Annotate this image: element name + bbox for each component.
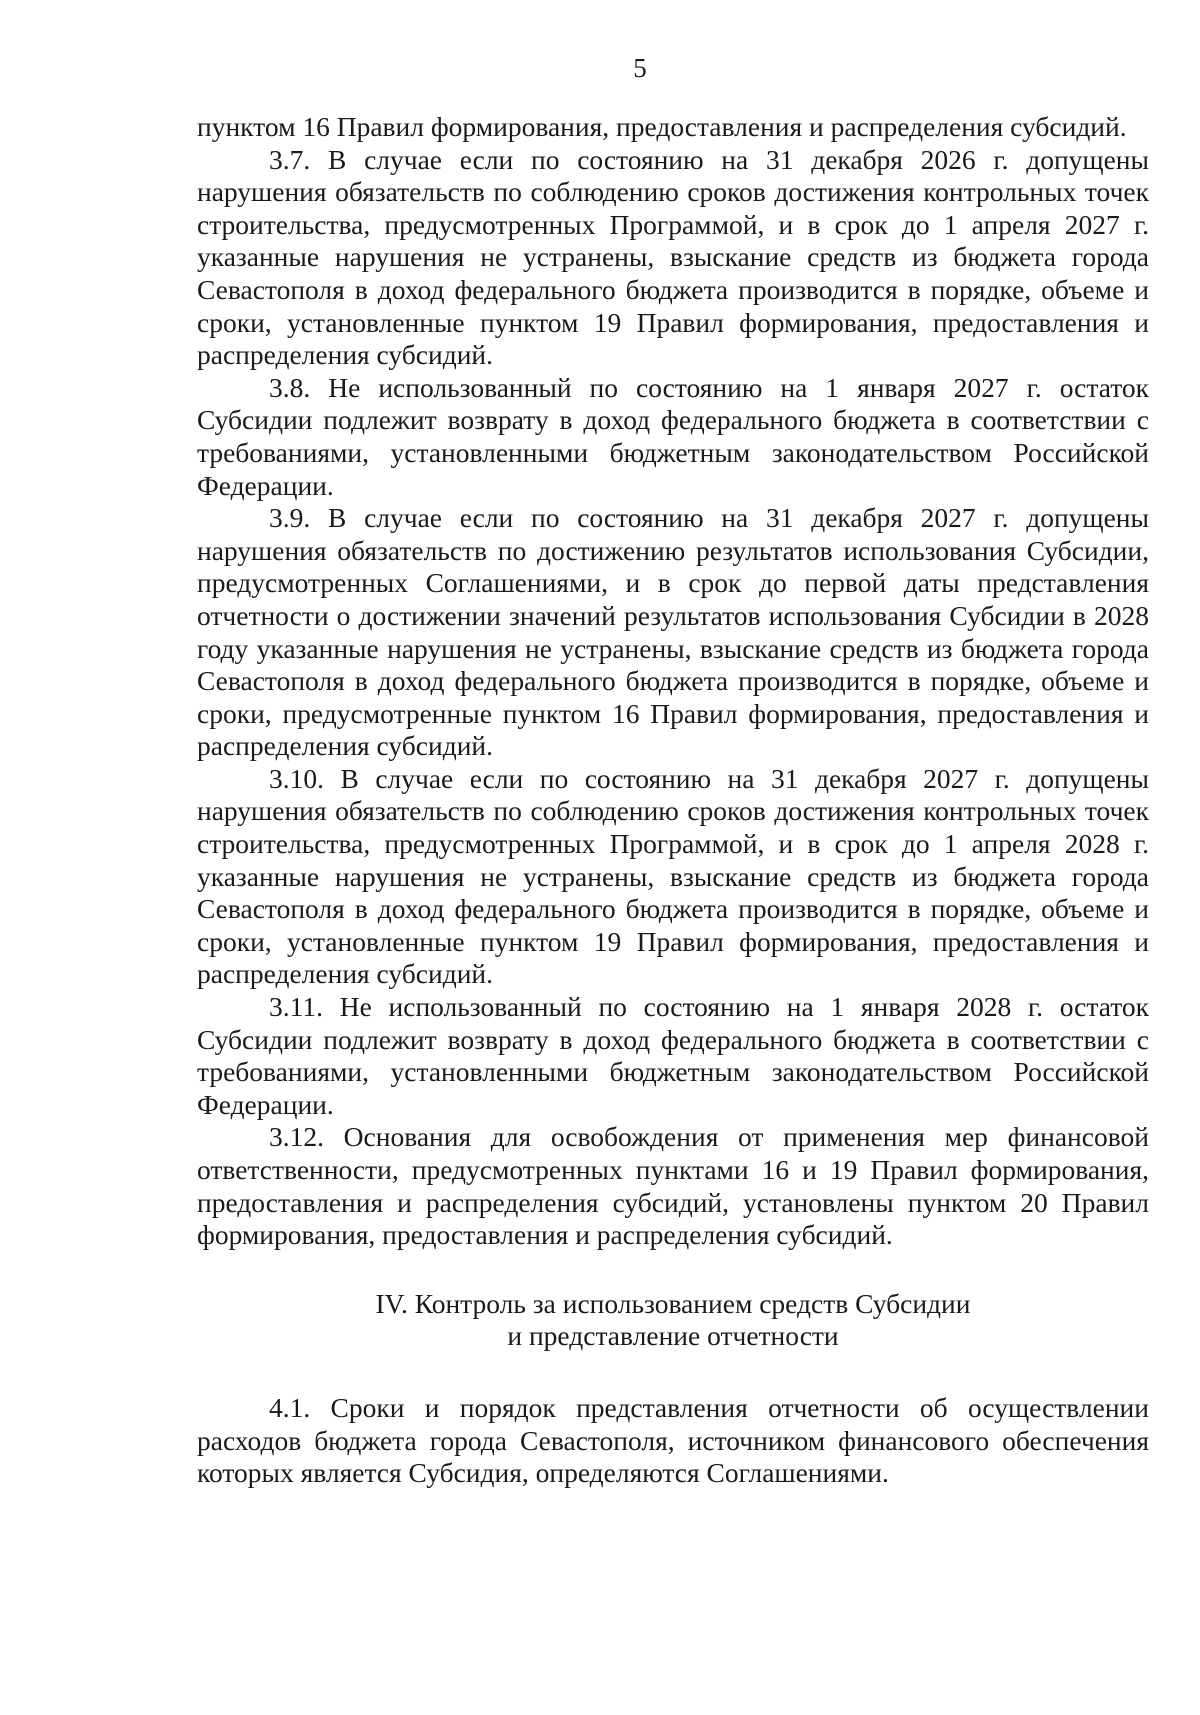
paragraph-3-7: 3.7. В случае если по состоянию на 31 декабря 2026 г. допущены нарушения обязательств по соблюдению сроков достижения контрольных точек строительства, предусмотренных Программой, и в срок до 1 апреля 2027 г. указанные нарушения не устранены, взыскание средств из бюджета города Севастополя в доход федерального бюджета производится в порядке, объеме и сроки, установленные пунктом 19 Правил формирования, предоставления и распределения субсидий. bbox=[197, 143, 1149, 371]
page-number: 5 bbox=[633, 53, 647, 83]
paragraph-4-1: 4.1. Сроки и порядок представления отчетности об осуществлении расходов бюджета города Севастополя, источником финансового обеспечения которых является Субсидия, определяются Соглашениями. bbox=[197, 1391, 1149, 1489]
section-heading-line-2: и представление отчетности bbox=[507, 1320, 839, 1352]
document-body bbox=[197, 111, 1149, 1490]
section-heading-line-1: IV. Контроль за использованием средств Субсидии bbox=[375, 1287, 971, 1319]
paragraph-3-12: 3.12. Основания для освобождения от применения мер финансовой ответственности, предусмотренных пунктами 16 и 19 Правил формирования, предоставления и распределения субсидий, установлены пунктом 20 Правил формирования, предоставления и распределения субсидий. bbox=[197, 1121, 1149, 1251]
paragraph-3-10: 3.10. В случае если по состоянию на 31 декабря 2027 г. допущены нарушения обязательств по соблюдению сроков достижения контрольных точек строительства, предусмотренных Программой, и в срок до 1 апреля 2028 г. указанные нарушения не устранены, взыскание средств из бюджета города Севастополя в доход федерального бюджета производится в порядке, объеме и сроки, установленные пунктом 19 Правил формирования, предоставления и распределения субсидий. bbox=[197, 762, 1149, 990]
section-heading bbox=[197, 1288, 1149, 1353]
paragraph-3-9: 3.9. В случае если по состоянию на 31 декабря 2027 г. допущены нарушения обязательств по достижению результатов использования Субсидии, предусмотренных Соглашениями, и в срок до первой даты представления отчетности о достижении значений результатов использования Субсидии в 2028 году указанные нарушения не устранены, взыскание средств из бюджета города Севастополя в доход федерального бюджета производится в порядке, объеме и сроки, предусмотренные пунктом 16 Правил формирования, предоставления и распределения субсидий. bbox=[197, 502, 1149, 762]
paragraph-continuation: пунктом 16 Правил формирования, предоставления и распределения субсидий. bbox=[197, 111, 1127, 142]
paragraph-3-11: 3.11. Не использованный по состоянию на 1 января 2028 г. остаток Субсидии подлежит возврату в доход федерального бюджета в соответствии с требованиями, установленными бюджетным законодательством Российской Федерации. bbox=[197, 991, 1149, 1120]
paragraph-3-8: 3.8. Не использованный по состоянию на 1 января 2027 г. остаток Субсидии подлежит возврату в доход федерального бюджета в соответствии с требованиями, установленными бюджетным законодательством Российской Федерации. bbox=[197, 371, 1149, 501]
